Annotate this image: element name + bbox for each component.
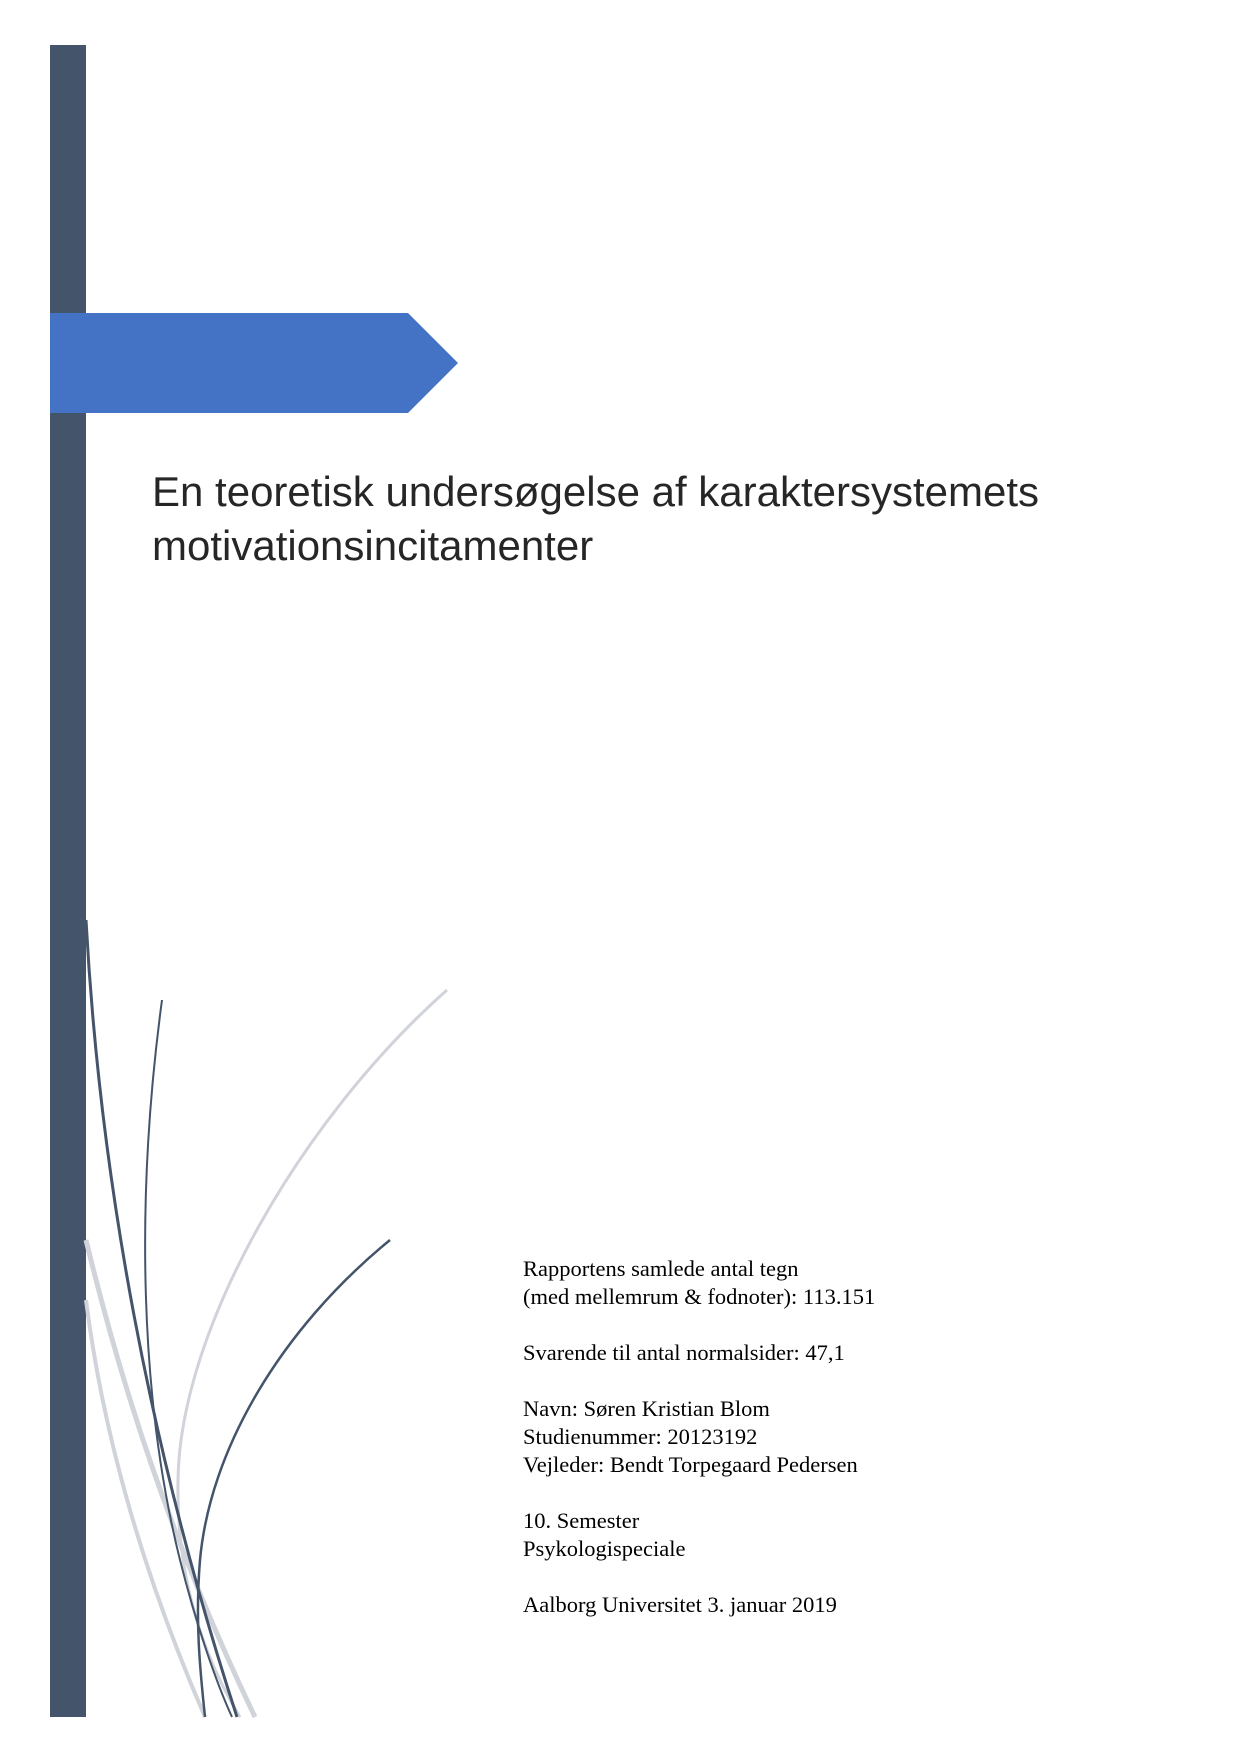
report-info xyxy=(523,1255,1163,1647)
title-line-1: En teoretisk undersøgelse af karaktersystemets xyxy=(152,468,1040,515)
program-text: Psykologispeciale xyxy=(523,1536,686,1561)
decor-curve-dark-2 xyxy=(145,1000,232,1717)
char-count-value: (med mellemrum & fodnoter): 113.151 xyxy=(523,1284,876,1309)
title-line-2: motivationsincitamenter xyxy=(152,522,594,569)
author-name: Navn: Søren Kristian Blom xyxy=(523,1396,770,1421)
char-count-label: Rapportens samlede antal tegn xyxy=(523,1256,799,1281)
normal-pages-group xyxy=(523,1339,1163,1367)
decor-curve-light-1 xyxy=(178,990,447,1717)
student-number: Studienummer: 20123192 xyxy=(523,1424,758,1449)
decor-curve-light-3 xyxy=(86,1300,205,1717)
normal-pages-text: Svarende til antal normalsider: 47,1 xyxy=(523,1340,845,1365)
author-group xyxy=(523,1395,1163,1479)
char-count-group xyxy=(523,1255,1163,1311)
institution-date: Aalborg Universitet 3. januar 2019 xyxy=(523,1592,837,1617)
title-banner-arrow xyxy=(50,313,458,413)
supervisor-name: Vejleder: Bendt Torpegaard Pedersen xyxy=(523,1452,858,1477)
semester-text: 10. Semester xyxy=(523,1508,640,1533)
decor-curve-dark-3 xyxy=(198,1240,390,1717)
document-title xyxy=(152,465,1192,573)
institution-group xyxy=(523,1591,1163,1619)
study-group xyxy=(523,1507,1163,1563)
